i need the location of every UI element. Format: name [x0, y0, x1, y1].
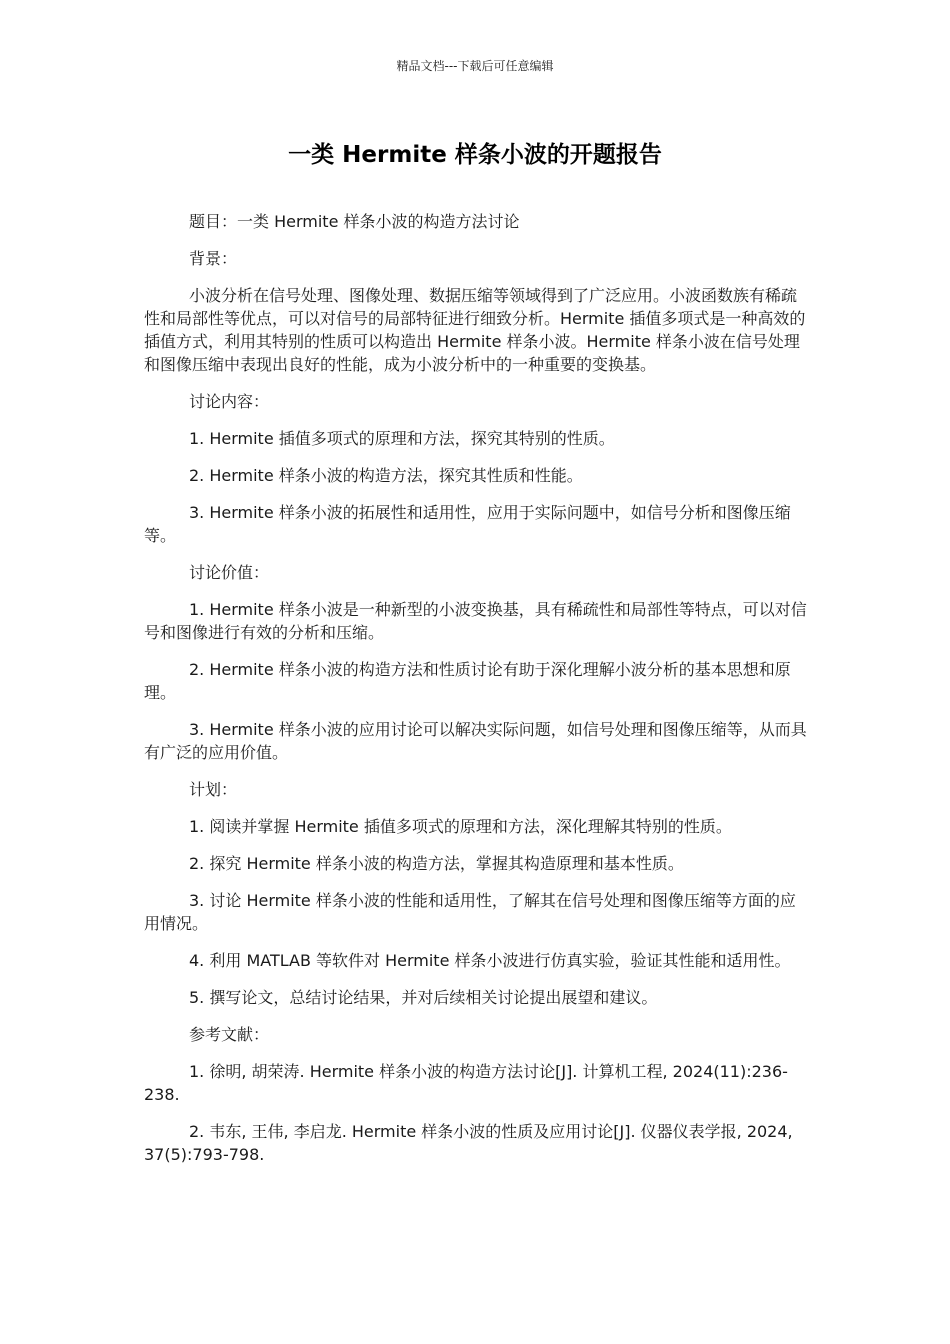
plan-item: 3. 讨论 Hermite 样条小波的性能和适用性，了解其在信号处理和图像压缩等方面的应用情况。	[144, 891, 796, 933]
document-body	[144, 210, 808, 1180]
background-heading: 背景：	[189, 249, 238, 268]
discussion-value-item: 2. Hermite 样条小波的构造方法和性质讨论有助于深化理解小波分析的基本思想和原理。	[144, 660, 791, 702]
plan-item: 5. 撰写论文，总结讨论结果，并对后续相关讨论提出展望和建议。	[189, 988, 658, 1007]
discussion-value-heading: 讨论价值：	[189, 563, 270, 582]
references-heading: 参考文献：	[189, 1025, 270, 1044]
discussion-value-item: 1. Hermite 样条小波是一种新型的小波变换基，具有稀疏性和局部性等特点，可以对信号和图像进行有效的分析和压缩。	[144, 600, 807, 642]
discussion-content-item: 2. Hermite 样条小波的构造方法，探究其性质和性能。	[189, 466, 583, 485]
page-header-note: 精品文档---下载后可任意编辑	[396, 59, 554, 73]
reference-item: 2. 韦东, 王伟, 李启龙. Hermite 样条小波的性质及应用讨论[J]. 仪器仪表学报, 2024, 37(5):793-798.	[144, 1122, 793, 1164]
plan-item: 4. 利用 MATLAB 等软件对 Hermite 样条小波进行仿真实验，验证其性能和适用性。	[189, 951, 791, 970]
discussion-content-item: 1. Hermite 插值多项式的原理和方法，探究其特别的性质。	[189, 429, 615, 448]
discussion-content-item: 3. Hermite 样条小波的拓展性和适用性，应用于实际问题中，如信号分析和图像压缩等。	[144, 503, 791, 545]
plan-item: 2. 探究 Hermite 样条小波的构造方法，掌握其构造原理和基本性质。	[189, 854, 684, 873]
plan-heading: 计划：	[189, 780, 238, 799]
plan-item: 1. 阅读并掌握 Hermite 插值多项式的原理和方法，深化理解其特别的性质。	[189, 817, 732, 836]
discussion-content-heading: 讨论内容：	[189, 392, 270, 411]
topic-paragraph: 题目：一类 Hermite 样条小波的构造方法讨论	[189, 212, 520, 231]
background-paragraph: 小波分析在信号处理、图像处理、数据压缩等领域得到了广泛应用。小波函数族有稀疏性和局部性等优点，可以对信号的局部特征进行细致分析。Hermite 插值多项式是一种高效的插值方式，利用其特别的性质可以构造出 Hermite 样条小波。Hermite 样条小波在信号处理和图像压缩中表现出良好的性能，成为小波分析中的一种重要的变换基。	[144, 286, 806, 374]
reference-item: 1. 徐明, 胡荣涛. Hermite 样条小波的构造方法讨论[J]. 计算机工程, 2024(11):236-238.	[144, 1062, 788, 1104]
document-title: 一类 Hermite 样条小波的开题报告	[288, 142, 662, 168]
discussion-value-item: 3. Hermite 样条小波的应用讨论可以解决实际问题，如信号处理和图像压缩等，从而具有广泛的应用价值。	[144, 720, 807, 762]
